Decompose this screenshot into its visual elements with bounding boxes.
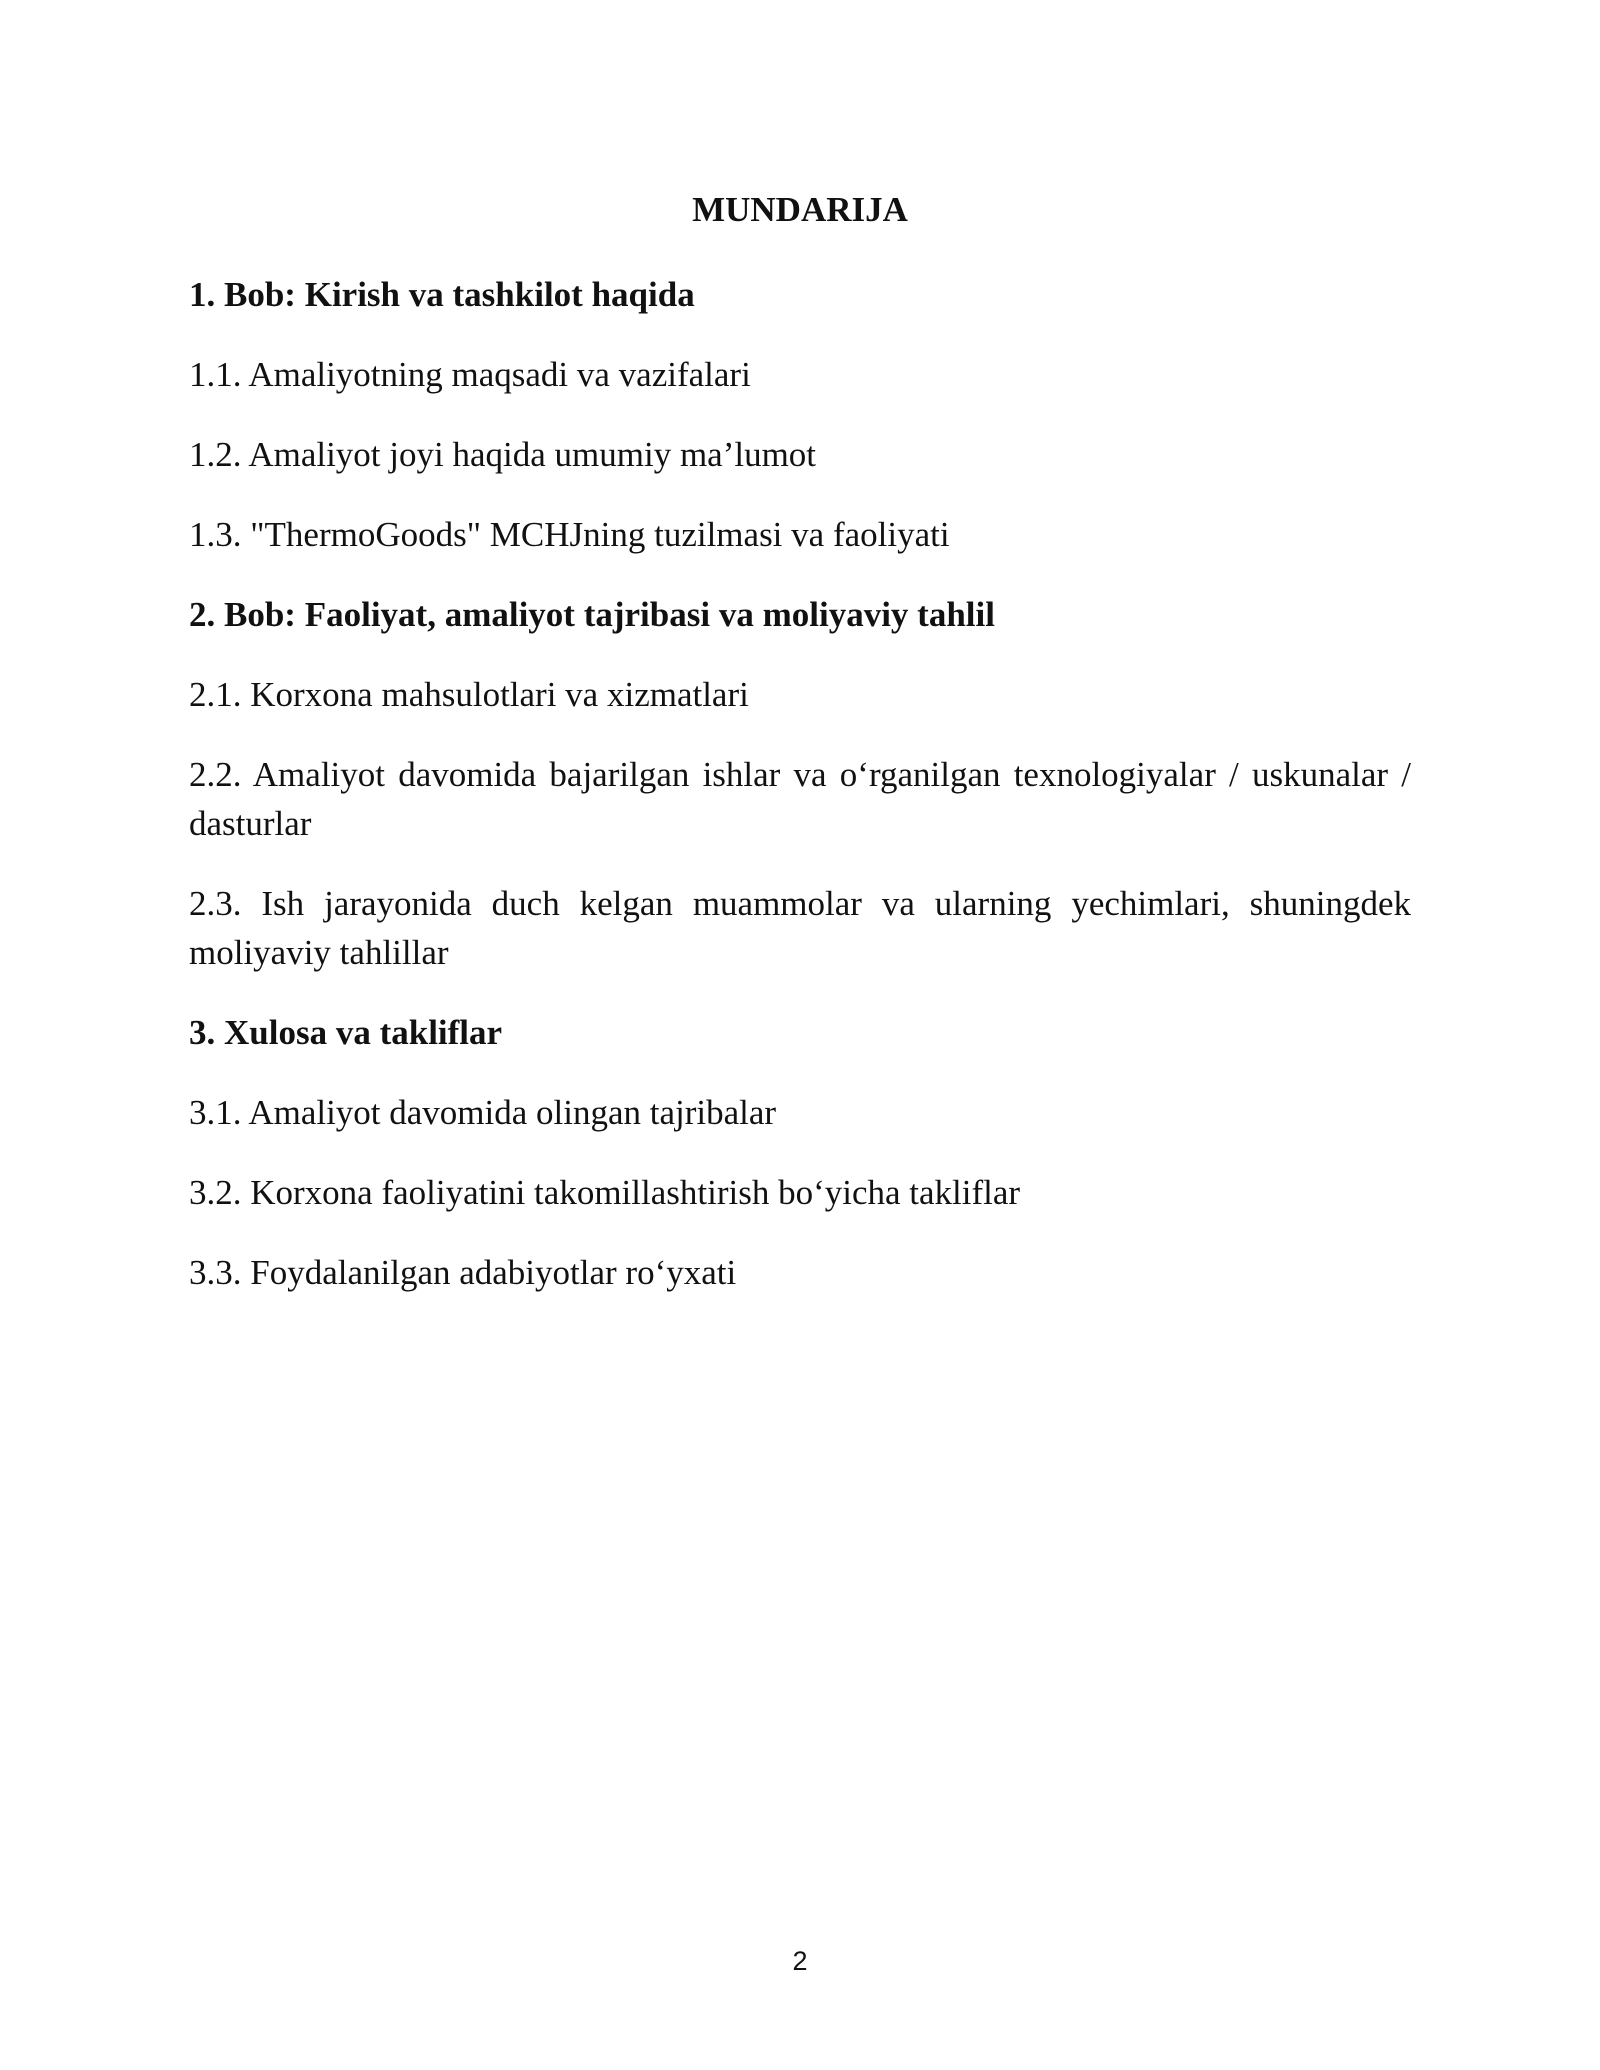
table-of-contents bbox=[189, 190, 1411, 1328]
toc-item-3-2: 3.2. Korxona faoliyatini takomillashtirish bo‘yicha takliflar bbox=[189, 1173, 1021, 1212]
toc-item-2-3: 2.3. Ish jarayonida duch kelgan muammolar va ularning yechimlari, shuningdek moliyaviy tahlillar bbox=[189, 884, 1411, 972]
toc-item-1-3: 1.3. "ThermoGoods" MCHJning tuzilmasi va faoliyati bbox=[189, 515, 950, 554]
toc-item-2-2: 2.2. Amaliyot davomida bajarilgan ishlar va o‘rganilgan texnologiyalar / uskunalar / dasturlar bbox=[189, 755, 1411, 843]
toc-item-3-1: 3.1. Amaliyot davomida olingan tajribalar bbox=[189, 1093, 777, 1132]
toc-item-1-1: 1.1. Amaliyotning maqsadi va vazifalari bbox=[189, 355, 751, 394]
toc-chapter-2: 2. Bob: Faoliyat, amaliyot tajribasi va moliyaviy tahlil bbox=[189, 595, 995, 634]
toc-chapter-3: 3. Xulosa va takliflar bbox=[189, 1013, 503, 1052]
toc-item-3-3: 3.3. Foydalanilgan adabiyotlar ro‘yxati bbox=[189, 1253, 737, 1292]
toc-chapter-1: 1. Bob: Kirish va tashkilot haqida bbox=[189, 275, 695, 314]
page-title: MUNDARIJA bbox=[692, 190, 908, 229]
toc-item-2-1: 2.1. Korxona mahsulotlari va xizmatlari bbox=[189, 675, 749, 714]
toc-item-1-2: 1.2. Amaliyot joyi haqida umumiy ma’lumot bbox=[189, 435, 817, 474]
page-number: 2 bbox=[792, 1946, 808, 1976]
